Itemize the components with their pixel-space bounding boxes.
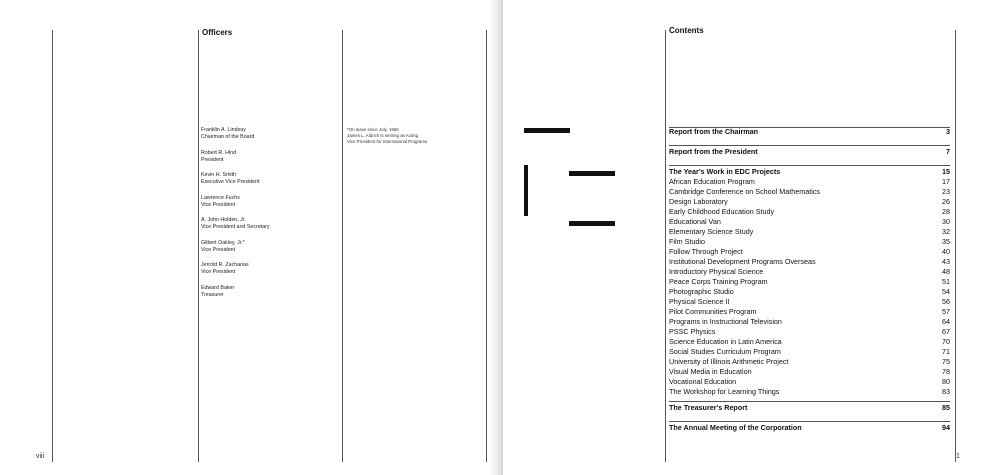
decorative-bar [524,128,570,133]
toc-title: Film Studio [669,237,705,246]
toc-entry[interactable] [669,297,950,307]
column-rule-2 [342,30,343,462]
toc-title: Institutional Development Programs Overseas [669,257,816,266]
toc-entry[interactable] [669,267,950,277]
toc-entry[interactable] [669,307,950,317]
toc-page: 35 [942,237,950,246]
toc-page: 7 [946,147,950,156]
officer-name: Franklin A. Lindsay [201,127,246,133]
toc-title: Peace Corps Training Program [669,277,768,286]
officer-name: A. John Holden, Jr. [201,217,246,223]
toc-page: 43 [942,257,950,266]
officer-title: Vice President [201,202,236,209]
toc-title: The Year's Work in EDC Projects [669,167,781,176]
toc-page: 80 [942,377,950,386]
toc-page: 70 [942,337,950,346]
toc-title: Pilot Communities Program [669,307,757,316]
toc-title: University of Illinois Arithmetic Project [669,357,789,366]
toc-title: Educational Van [669,217,721,226]
decorative-bar [524,165,528,216]
toc-page: 71 [942,347,950,356]
toc-page: 40 [942,247,950,256]
officer-entry [201,262,249,277]
toc-page: 17 [942,177,950,186]
toc-entry[interactable] [669,287,950,297]
toc-title: Cambridge Conference on School Mathematics [669,187,821,196]
toc-entry[interactable] [669,387,950,397]
toc-page: 3 [946,127,950,136]
officer-title: Treasurer [201,292,224,299]
officer-entry [201,285,234,300]
toc-title: The Treasurer's Report [669,403,748,412]
toc-entry[interactable] [669,347,950,357]
toc-entry[interactable] [669,357,950,367]
decorative-bar [569,221,615,226]
toc-title: PSSC Physics [669,327,716,336]
toc-entry[interactable] [669,237,950,247]
officer-title: Chairman of the Board [201,134,255,141]
toc-entry[interactable] [669,403,950,413]
officer-name: Kevin H. Smith [201,172,237,178]
toc-rule [669,401,950,402]
toc-page: 75 [942,357,950,366]
toc-entry[interactable] [669,187,950,197]
toc-rule [669,145,950,146]
toc-page: 30 [942,217,950,226]
toc-page: 23 [942,187,950,196]
toc-title: Report from the President [669,147,758,156]
officer-title: Vice President [201,269,236,276]
toc-page: 64 [942,317,950,326]
toc-title: Physical Science II [669,297,730,306]
officer-name: Lawrence Fuchs [201,195,240,201]
toc-page: 54 [942,287,950,296]
toc-page: 94 [942,423,950,432]
toc-page: 56 [942,297,950,306]
toc-title: Follow Through Project [669,247,743,256]
officer-entry [201,150,236,165]
toc-entry[interactable] [669,197,950,207]
toc-entry[interactable] [669,247,950,257]
toc-title: Report from the Chairman [669,127,759,136]
footnote-line: Vice President for International Programs [347,138,428,144]
page-number: viii [36,453,45,460]
footnote-line: *On leave since July, 1966 [347,127,399,132]
toc-page: 48 [942,267,950,276]
toc-page: 78 [942,367,950,376]
toc-entry[interactable] [669,367,950,377]
toc-entry[interactable] [669,317,950,327]
officer-title: President [201,157,224,164]
officer-title: Executive Vice President [201,179,260,186]
right-margin-rule [486,30,487,462]
toc-title: The Annual Meeting of the Corporation [669,423,802,432]
toc-title: Design Laboratory [669,197,728,206]
page-number: 1 [956,453,960,460]
toc-title: Social Studies Curriculum Program [669,347,781,356]
officers-heading: Officers [202,28,233,37]
toc-entry[interactable] [669,257,950,267]
toc-page: 28 [942,207,950,216]
toc-title: Vocational Education [669,377,737,386]
toc-title: Introductory Physical Science [669,267,764,276]
toc-entry[interactable] [669,147,950,157]
column-rule-1 [198,30,199,462]
toc-page: 67 [942,327,950,336]
toc-page: 26 [942,197,950,206]
toc-entry[interactable] [669,277,950,287]
toc-page: 57 [942,307,950,316]
toc-page: 51 [942,277,950,286]
decorative-bar [569,171,615,176]
officer-name: Robert R. Hind [201,150,237,156]
toc-title: The Workshop for Learning Things [669,387,780,396]
toc-title: Elementary Science Study [669,227,754,236]
toc-entry[interactable] [669,167,950,177]
toc-title: Photographic Studio [669,287,734,296]
officer-entry [201,195,240,210]
officer-entry [201,240,245,255]
officer-name: Jerrold R. Zacharias [201,262,249,268]
toc-page: 15 [942,167,950,176]
contents-heading: Contents [669,26,704,35]
right-edge-rule [955,30,956,462]
toc-entry[interactable] [669,337,950,347]
toc-entry[interactable] [669,227,950,237]
toc-title: Early Childhood Education Study [669,207,775,216]
toc-entry[interactable] [669,177,950,187]
toc-title: Visual Media in Education [669,367,752,376]
toc-entry[interactable] [669,423,950,433]
toc-title: African Education Program [669,177,755,186]
toc-title: Science Education in Latin America [669,337,782,346]
officer-name: Gilbert Oakley, Jr.* [201,240,245,246]
toc-entry[interactable] [669,217,950,227]
column-rule-3 [665,30,666,462]
footnote [347,127,427,144]
officer-entry [201,217,270,232]
left-margin-rule [52,30,53,462]
officer-entry [201,172,260,187]
left-page [0,0,497,475]
toc-page: 85 [942,403,950,412]
toc-entry[interactable] [669,127,950,137]
toc-entry[interactable] [669,327,950,337]
footnote-line: James L. Aldrich is serving as Acting [347,132,419,138]
officer-title: Vice President and Secretary [201,224,270,231]
toc-page: 83 [942,387,950,396]
officer-entry [201,127,254,142]
toc-title: Programs in Instructional Television [669,317,782,326]
toc-entry[interactable] [669,377,950,387]
toc-page: 32 [942,227,950,236]
toc-entry[interactable] [669,207,950,217]
officer-title: Vice President [201,247,236,254]
officer-name: Edward Baker [201,285,235,291]
toc-rule [669,165,950,166]
toc-rule [669,421,950,422]
